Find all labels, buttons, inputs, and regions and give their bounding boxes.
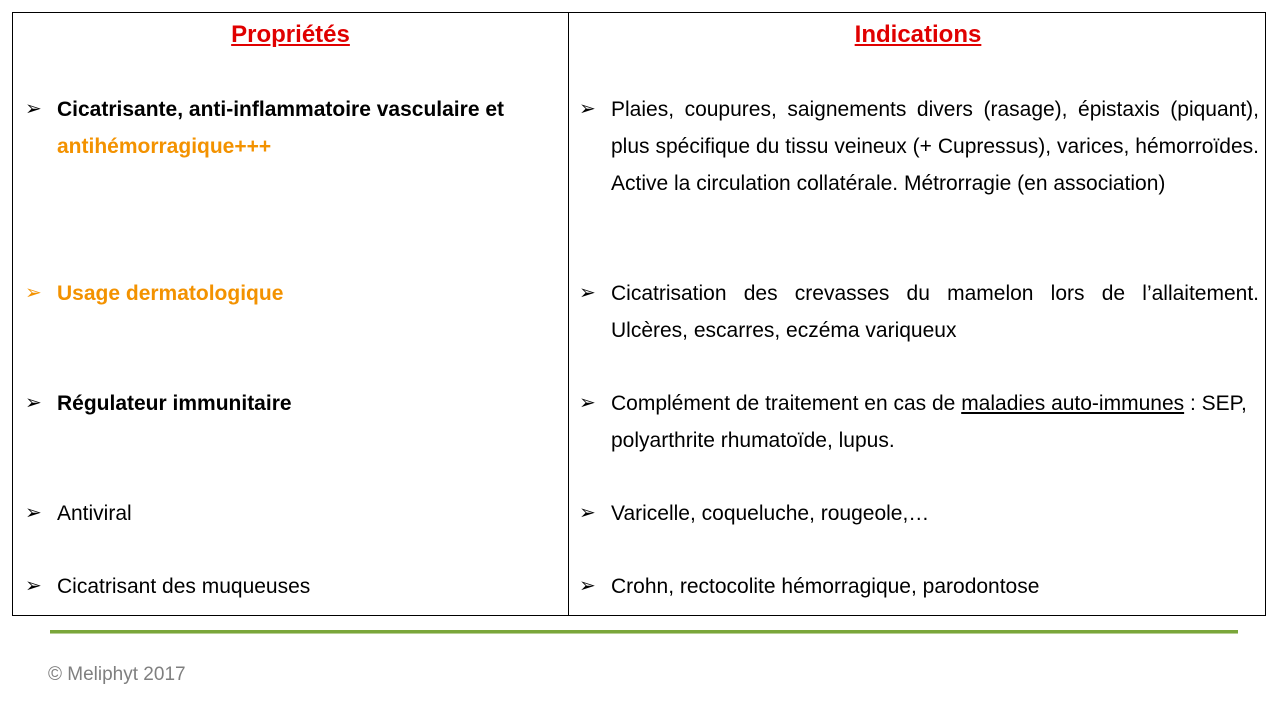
indication-text: Plaies, coupures, saignements divers (rasage), épistaxis (piquant), plus spécifique du tissu veineux (+ Cupressus), varices, hémorroïdes. Active la circulation collatérale. Métrorragie (en association) xyxy=(611,98,1259,195)
arrow-bullet-icon: ➢ xyxy=(25,392,42,414)
arrow-bullet-icon: ➢ xyxy=(25,98,42,120)
arrow-bullet-icon: ➢ xyxy=(579,575,596,597)
indication-item xyxy=(579,568,1259,605)
arrow-bullet-icon: ➢ xyxy=(579,98,596,120)
property-item xyxy=(25,275,565,312)
indication-text: : SEP, polyarthrite rhumatoïde, lupus. xyxy=(611,392,1247,452)
property-highlight: antihémorragique+++ xyxy=(57,135,272,158)
properties-table xyxy=(12,12,1266,616)
column-divider xyxy=(568,13,569,615)
underlined-term: maladies auto-immunes xyxy=(961,392,1185,415)
property-item xyxy=(25,568,565,605)
indication-text: Crohn, rectocolite hémorragique, parodontose xyxy=(611,575,1040,598)
property-item xyxy=(25,385,565,422)
indication-item xyxy=(579,495,1259,532)
header-indications: Indications xyxy=(854,21,982,48)
arrow-bullet-icon: ➢ xyxy=(25,575,42,597)
property-label: Cicatrisante, anti-inflammatoire vasculaire et xyxy=(57,98,504,121)
property-item xyxy=(25,495,565,532)
indication-text: Varicelle, coqueluche, rougeole,… xyxy=(611,502,930,525)
arrow-bullet-icon: ➢ xyxy=(579,282,596,304)
arrow-bullet-icon: ➢ xyxy=(25,282,42,304)
copyright: © Meliphyt 2017 xyxy=(48,664,186,685)
property-item xyxy=(25,91,565,165)
arrow-bullet-icon: ➢ xyxy=(579,392,596,414)
indication-item xyxy=(579,275,1259,349)
indication-text: Cicatrisation des crevasses du mamelon lors de l’allaitement. Ulcères, escarres, eczéma variqueux xyxy=(611,282,1259,342)
indication-text: Complément de traitement en cas de xyxy=(611,392,962,415)
indication-item xyxy=(579,385,1259,459)
property-label: Régulateur immunitaire xyxy=(57,392,292,415)
arrow-bullet-icon: ➢ xyxy=(579,502,596,524)
property-label: Antiviral xyxy=(57,502,132,525)
property-label: Usage dermatologique xyxy=(57,282,284,305)
footer-divider xyxy=(50,630,1238,634)
header-proprietes: Propriétés xyxy=(231,21,350,48)
property-label: Cicatrisant des muqueuses xyxy=(57,575,311,598)
indication-item xyxy=(579,91,1259,202)
arrow-bullet-icon: ➢ xyxy=(25,502,42,524)
